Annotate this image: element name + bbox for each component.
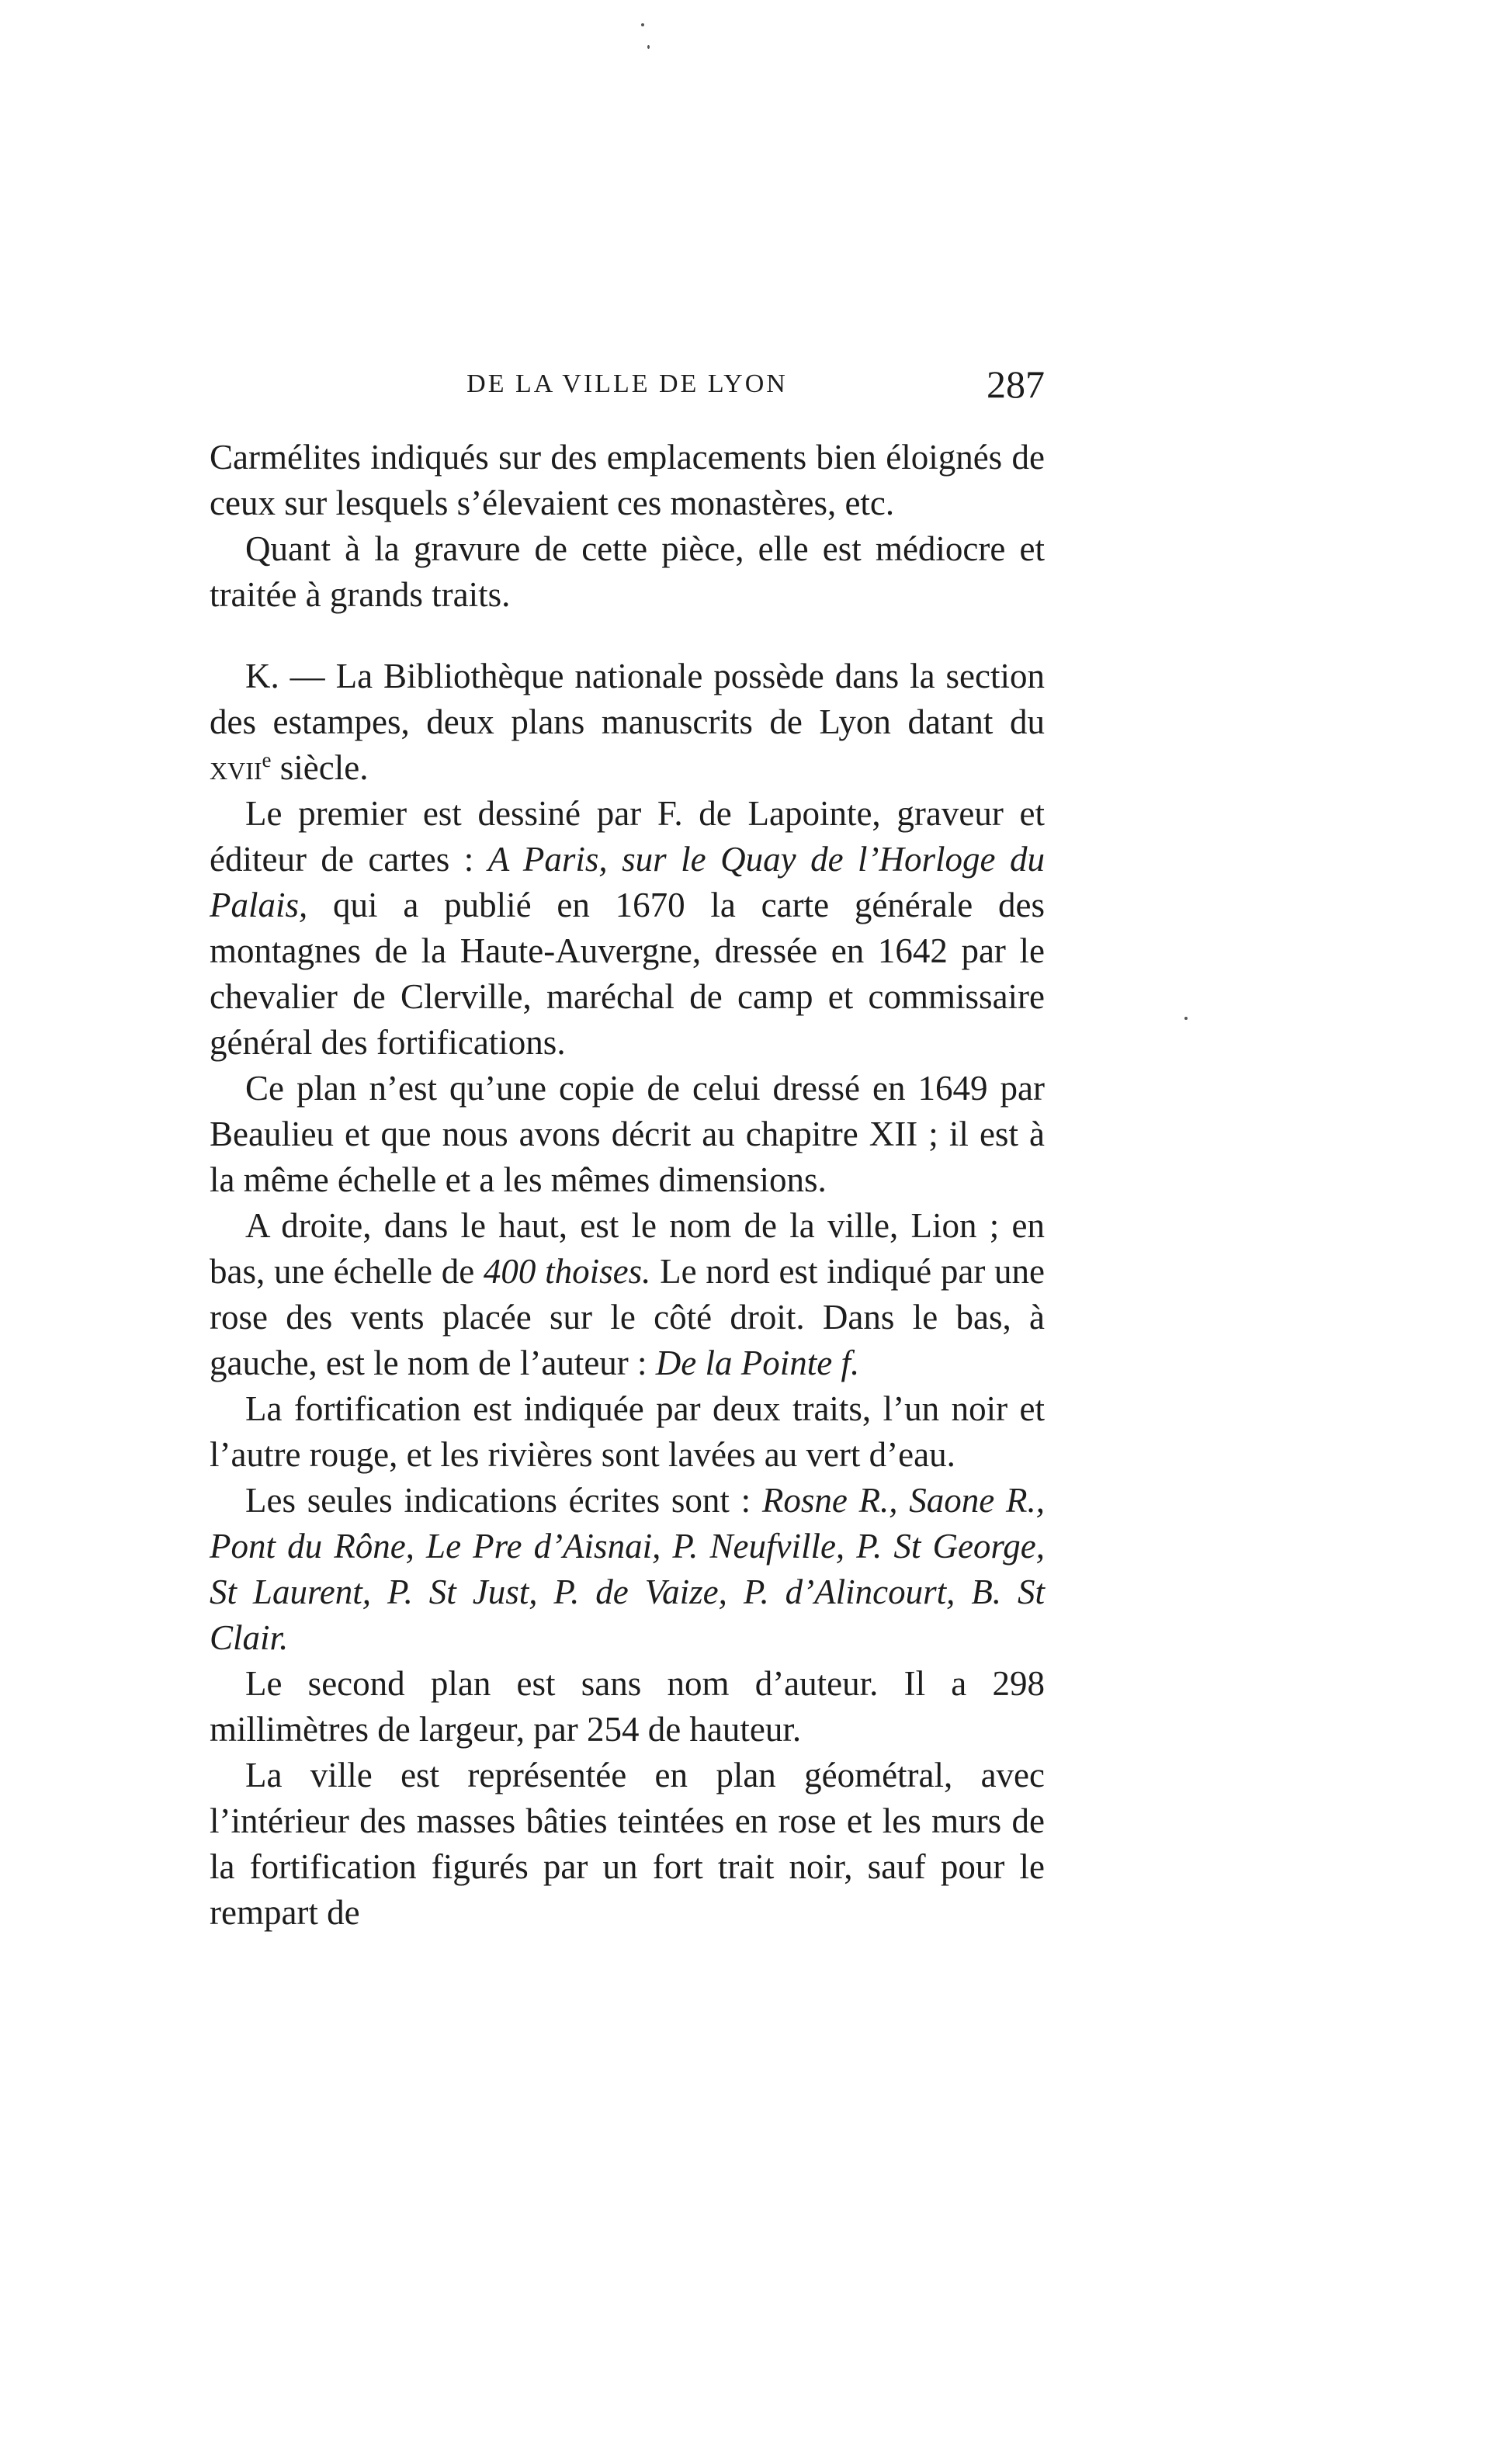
paragraph-6-mid: Le nord est indiqué par une rose des vents placée sur le côté droit. Dans le bas, à gauche, est le nom de l’auteur : [210,1252,1045,1382]
print-speck [647,45,650,49]
paragraph-7: La fortification est indiquée par deux traits, l’un noir et l’autre rouge, et les rivières sont lavées au vert d’eau. [210,1389,1045,1474]
paragraph-8 [210,1478,1045,1661]
paragraph-4 [210,791,1045,1066]
author-signature: De la Pointe f. [655,1344,860,1382]
publisher-address: A Paris, sur le Quay de l’Horloge du Palais, [210,840,1045,924]
century-numeral: xvii [210,748,262,787]
running-title: DE LA VILLE DE LYON [466,369,788,398]
page-number: 287 [987,362,1045,406]
paragraph-1: Carmélites indiqués sur des emplacements bien éloignés de ceux sur lesquels s’élevaient ces monastères, etc. [210,438,1045,522]
paragraph-6 [210,1203,1045,1386]
paragraph-10: La ville est représentée en plan géométral, avec l’intérieur des masses bâties teintées en rose et les murs de la fortification figurés par un fort trait noir, sauf pour le rempart de [210,1756,1045,1932]
body-text [210,435,1045,1936]
paragraph-6-lead: A droite, dans le haut, est le nom de la ville, Lion ; en bas, une échelle de [210,1206,1045,1291]
paragraph-9: Le second plan est sans nom d’auteur. Il a 298 millimètres de largeur, par 254 de hauteur. [210,1664,1045,1749]
print-speck [1184,1017,1188,1020]
place-names-list: Rosne R., Saone R., Pont du Rône, Le Pre d’Aisnai, P. Neufville, P. St George, St Laurent, P. St Just, P. de Vaize, P. d’Alincourt, B. St Clair. [210,1481,1046,1657]
paragraph-3 [210,654,1045,791]
paragraph-4-lead: Le premier est dessiné par F. de Lapointe, graveur et éditeur de cartes : [210,794,1045,879]
running-header [210,362,1045,419]
paragraph-8-lead: Les seules indications écrites sont : [245,1481,762,1520]
scale-label: 400 thoises. [483,1252,651,1291]
paragraph-3-lead: K. — La Bibliothèque nationale possède dans la section des estampes, deux plans manuscrits de Lyon datant du [210,657,1045,741]
paragraph-5: Ce plan n’est qu’une copie de celui dressé en 1649 par Beaulieu et que nous avons décrit au chapitre XII ; il est à la même échelle et a les mêmes dimensions. [210,1069,1045,1199]
paragraph-4-tail: qui a publié en 1670 la carte générale des montagnes de la Haute-Auvergne, dressée en 1642 par le chevalier de Clerville, maréchal de camp et commissaire général des fortifications. [210,886,1045,1062]
paragraph-3-tail: siècle. [271,748,369,787]
print-speck [641,23,644,26]
paragraph-2: Quant à la gravure de cette pièce, elle est médiocre et traitée à grands traits. [210,529,1045,614]
century-superscript: e [262,748,272,772]
